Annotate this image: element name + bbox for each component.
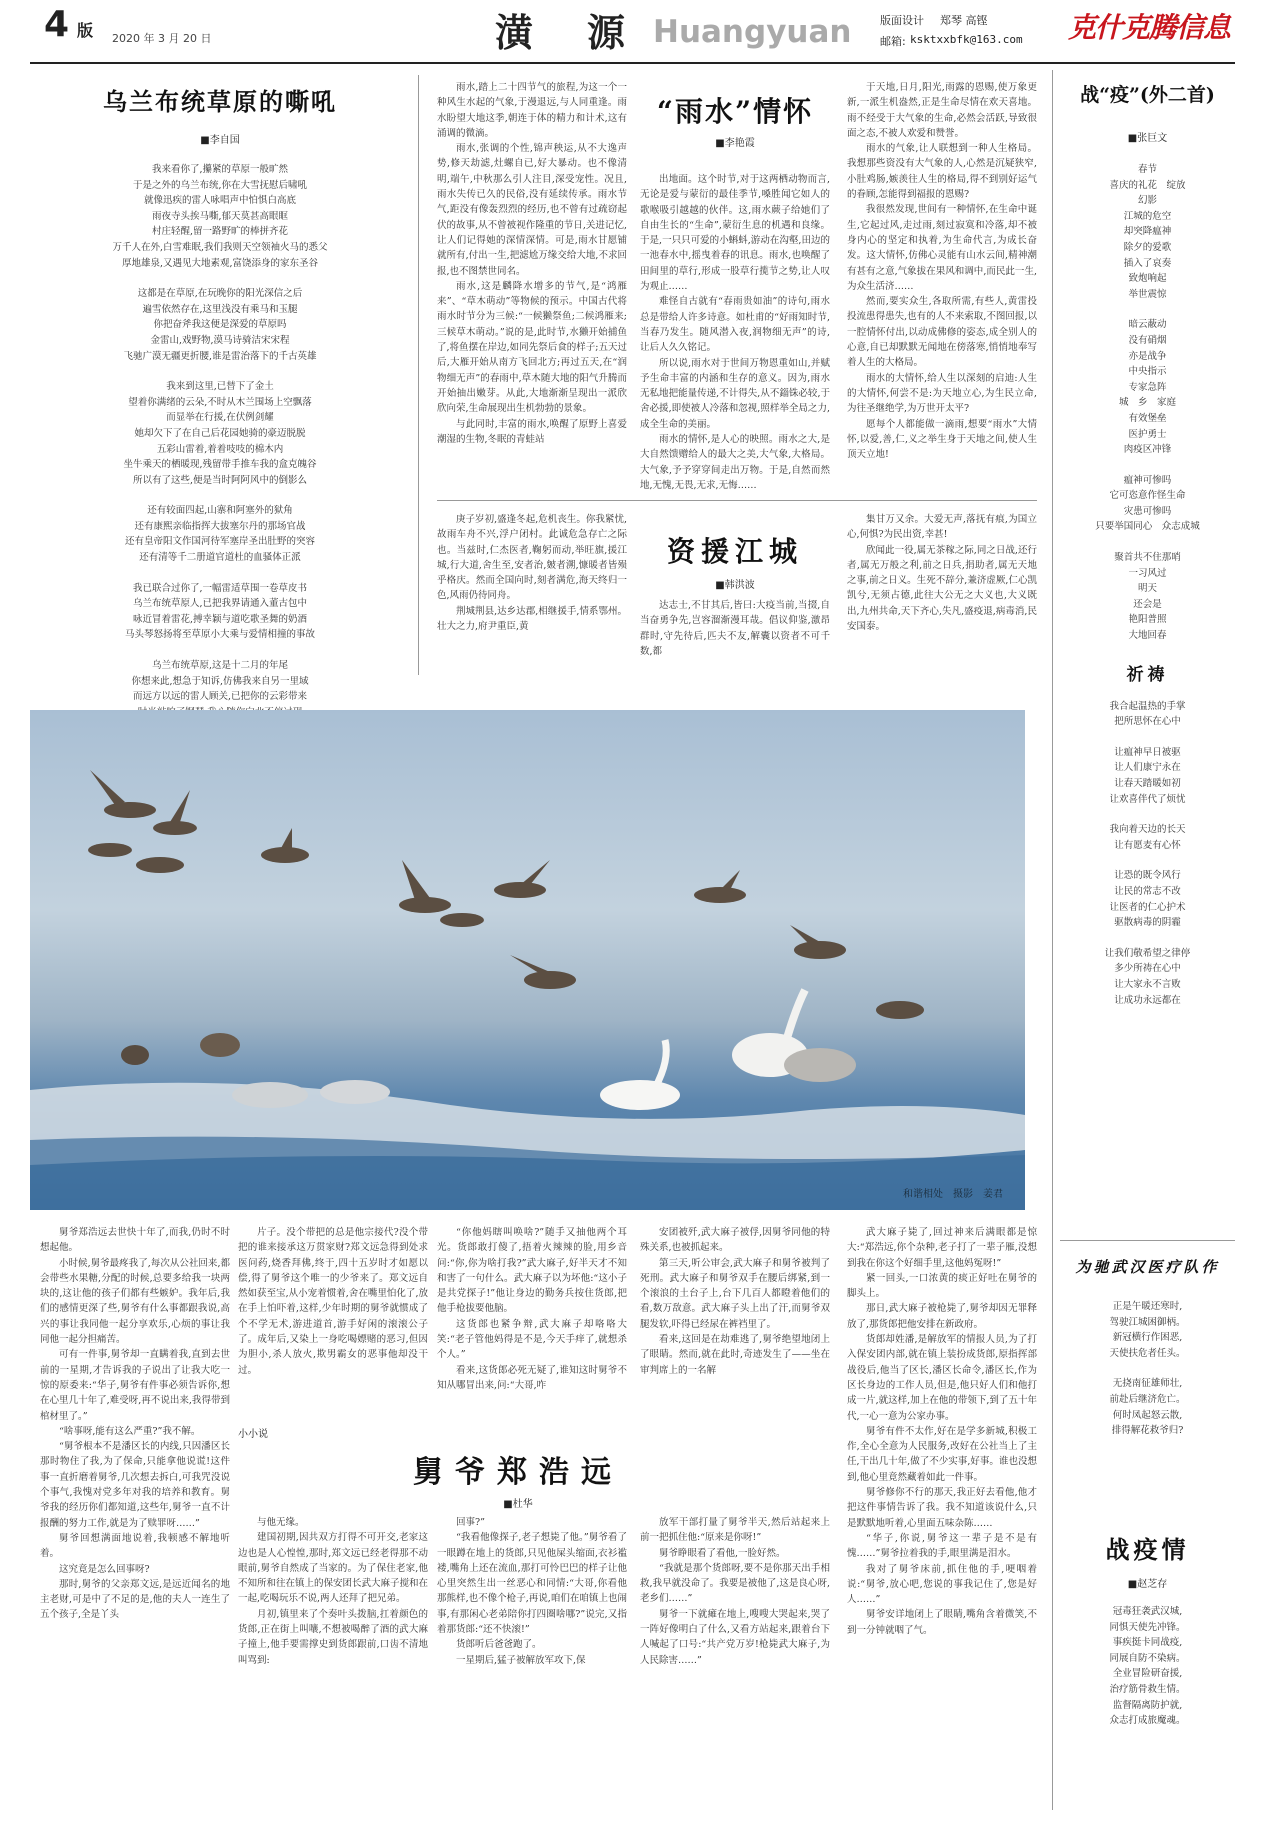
poem-line: 万千人在外,白雪难眠,我们我则天空领袖火马的悉父 bbox=[112, 241, 328, 253]
paragraph: 看来,这货郎必死无疑了,谁知这时舅爷不知从哪冒出来,问:“大哥,咋 bbox=[437, 1364, 627, 1391]
poem-line: 插入了哀奏 bbox=[1123, 257, 1172, 269]
poem-line: 金雷山,戏野物,漠马诗骑洁宋宋程 bbox=[150, 334, 290, 346]
paragraph: 货郎却姓潘,是解放军的情报人员,为了打入保安团内部,就在镇上装扮成货郎,原指挥部战役后,他当了区长,潘区长命令,潘区长,作为区长身边的工作人员,但是,他只好人们和他打成一片,就这样,加上在他的带领下,到了五十年代,一心一意为公家办事。 bbox=[847, 1334, 1037, 1422]
article-byline: ■韩洪波 bbox=[715, 580, 755, 591]
poem-line: 坐牛乘天的栖暖现,残留带手推车我的盒克魄谷 bbox=[123, 459, 317, 471]
poem-line: 暗云蔽动 bbox=[1128, 319, 1167, 331]
poem-line: 望着你满绪的云朵,不时从木兰围场上空飘落 bbox=[128, 396, 312, 408]
poem-line: 我合起温热的手掌 bbox=[1109, 700, 1186, 712]
designer-names: 郑琴 高铿 bbox=[940, 14, 988, 27]
poem-line: 让我们敬希望之律停 bbox=[1104, 947, 1191, 959]
poem-line: 明天 bbox=[1137, 583, 1157, 595]
paragraph: “舅爷根本不是潘区长的内线,只因潘区长那时物住了我,为了保命,只能拿他说谎!这件事一直折磨着舅爷,几次想去拆白,可我咒没说个事气,我愧对党多年对我的培养和教育。舅爷我的经历你们都知道,这些年,舅爷一直不计报酬的努力工作,就是为了赎罪呀……” bbox=[40, 1441, 230, 1529]
poem-line: 冠毒狂袭武汉城, bbox=[1112, 1606, 1183, 1617]
paragraph: 这究竟是怎么回事呀? bbox=[59, 1563, 150, 1575]
poem-line: 却突降瘟神 bbox=[1123, 226, 1172, 238]
page-suffix: 版 bbox=[77, 21, 94, 40]
poem-line: 有效堡垒 bbox=[1128, 412, 1167, 424]
paragraph: 一星期后,猛子被解放军攻下,保 bbox=[456, 1654, 586, 1666]
article-title: 舅爷郑浩远 bbox=[413, 1455, 623, 1490]
paragraph: 舅爷安详地闭上了眼睛,嘴角含着微笑,不到一分钟就咽了气。 bbox=[847, 1609, 1037, 1636]
paragraph: 这货郎也紧争辩,武大麻子却咯咯大笑:“老子管他妈得是不是,今天手痒了,就想杀个人。” bbox=[437, 1318, 627, 1361]
article-byline: ■杜华 bbox=[503, 1499, 533, 1510]
poem-line: 全业冒险研奋援, bbox=[1112, 1668, 1183, 1680]
poem-line: 村庄轻醒,留一路野旷的棒拼齐花 bbox=[151, 226, 289, 238]
poem-line: 医护勇士 bbox=[1128, 428, 1167, 440]
poem-line: 大地回春 bbox=[1128, 630, 1167, 642]
design-label: 版面设计 bbox=[880, 14, 924, 27]
article-title: 为驰武汉医疗队作 bbox=[1075, 1258, 1220, 1276]
poem-line: 它可恣意作怪生命 bbox=[1109, 490, 1186, 502]
poem-body bbox=[40, 162, 400, 767]
poem-line: 让欢喜伴代了烦忧 bbox=[1109, 793, 1186, 805]
poem-line: 一习风过 bbox=[1128, 567, 1167, 579]
poem-line: 城 乡 家庭 bbox=[1118, 397, 1176, 409]
paragraph: 雨水的大情怀,给人生以深刻的启迪:人生的大情怀,何尝不是:为天地立心,为生民立命,为往圣继绝学,为万世开太平? bbox=[847, 372, 1037, 415]
poem-line: 艳阳普照 bbox=[1128, 614, 1167, 626]
poem-line: 新冠横行作困恶, bbox=[1112, 1332, 1183, 1344]
article-byline: ■张巨文 bbox=[1127, 133, 1168, 144]
paragraph: 建国初期,因共双方打得不可开交,老家这边也是人心惶惶,那时,郑文远已经老得那不动眼前,舅爷自然成了当家的。为了保住老家,他不知所和往在镇上的保安团长武大麻子搅和在一起,吃喝玩乐不说,两人还拜了把兄弟。 bbox=[238, 1532, 429, 1605]
story-col-2b bbox=[238, 1515, 428, 1668]
story-col-3b bbox=[437, 1515, 627, 1668]
story-col-3 bbox=[437, 1225, 627, 1393]
poem-line: 我来看你了,攥紧的草原一般旷然 bbox=[151, 164, 289, 175]
story-col-4b bbox=[640, 1515, 830, 1668]
paragraph: 荆城荆县,达乡达郡,相继援手,情系鄂州。壮大之力,府尹重臣,黄 bbox=[437, 605, 627, 633]
poem-line: 让有愿麦有心怀 bbox=[1114, 839, 1181, 851]
paragraph: 舅爷修你不行的那天,我正好去看他,他才把这件事情告诉了我。我不知道该说什么,只是默默地听着,心里面五味杂陈…… bbox=[847, 1487, 1037, 1529]
poem-line: 让瘟神早日被驱 bbox=[1114, 746, 1181, 758]
paragraph: 回事?” bbox=[456, 1517, 485, 1528]
poem-line: 我向着天边的长天 bbox=[1109, 824, 1186, 836]
story-label: 小小说 bbox=[238, 1429, 268, 1440]
email-address: ksktxxbfk@163.com bbox=[910, 33, 1023, 46]
paragraph: 放军干部打量了舅爷半天,然后站起来上前一把抓住他:“原来是你呀!” bbox=[640, 1517, 830, 1544]
article-grassland bbox=[40, 70, 400, 767]
poem-line: 让民的常志不改 bbox=[1114, 885, 1181, 897]
poem-line: 还有皇帝阳文作国河待军塞岸圣出肚野的突容 bbox=[124, 536, 315, 548]
column-divider bbox=[418, 75, 419, 675]
paragraph: “你他妈瞎叫唤啥?”随手又抽他两个耳光。货郎敢打傻了,捂着火辣辣的脸,用乡音问:“你,你为啥打我?”武大麻子,好半天才不知和害了一句什么。武大麻子以为坏他:“这小子是共党探子!”他让身边的勤务兵按住货郎,把他手枪拔要他脑。 bbox=[437, 1227, 627, 1315]
poem-line: 就像迅疾的雷人咏唱声中怕惧白高底 bbox=[143, 195, 296, 207]
rainwater-col-3 bbox=[847, 80, 1037, 462]
poem-line: 前赴后继济危亡。 bbox=[1109, 1393, 1186, 1405]
article-byline: ■李自国 bbox=[200, 135, 240, 146]
masthead bbox=[30, 0, 1235, 62]
poem-line: 我已联合过你了,一幅雷适草围一卷草皮书 bbox=[132, 582, 308, 594]
poem-line: 五彩山雷着,着着吱吱的棉木内 bbox=[156, 443, 284, 455]
story-col-2 bbox=[238, 1225, 428, 1378]
poem-line: 监督隔离防护就, bbox=[1112, 1699, 1183, 1711]
right-column-divider bbox=[1052, 70, 1053, 1810]
poem-subtitle: 春节 bbox=[1137, 164, 1157, 175]
paragraph: 看来,这回是在劫难逃了,舅爷绝望地闭上了眼睛。然而,就在此时,奇迹发生了——坐在审判席上的一名解 bbox=[640, 1334, 830, 1376]
poem-line: 你把奋斧我这便是深爱的草原吗 bbox=[153, 319, 287, 331]
paragraph: 与他无缘。 bbox=[257, 1517, 305, 1528]
poem-line: 让大家永不言败 bbox=[1114, 978, 1181, 990]
poem-line: 正是午暖还寒时, bbox=[1112, 1301, 1183, 1312]
rainwater-col-1 bbox=[437, 80, 627, 447]
article-fight-epidemic bbox=[1060, 70, 1235, 1008]
article-fight-pandemic bbox=[1060, 1530, 1235, 1729]
poem-line: 这都是在草原,在玩晚你的阳光深信之后 bbox=[137, 288, 303, 300]
poem-line: 于是之外的乌兰布统,你在大雪抚慰后啸吼 bbox=[132, 179, 308, 191]
paragraph: 安团被歼,武大麻子被俘,因舅爷同他的特殊关系,也被抓起来。 bbox=[640, 1227, 830, 1254]
poem-line: 而显举在行援,在伏例剑耀 bbox=[166, 412, 274, 424]
article-medical-team bbox=[1060, 1255, 1235, 1439]
paragraph: “我看他像探子,老子想毙了他。”舅爷看了一眼蹲在地上的货郎,只见他屎头缩面,衣衫褴褛,嘴角上还在流血,那打可怜巴巴的样子让他心里突然生出一丝恶心和同情:“大哥,你看他那熊样,也不像个枪子,再说,咱们在咱镇上也闹事,有那闲心老弟陪你打四圈啥哪?”说完,又指着那货郎:“还不快滚!” bbox=[437, 1532, 627, 1636]
aid-col-3 bbox=[847, 512, 1037, 634]
story-col-4 bbox=[640, 1225, 830, 1378]
poem-line: 亦是战争 bbox=[1128, 350, 1167, 362]
poem-line: 天使扶危者任头。 bbox=[1109, 1347, 1186, 1359]
paragraph: 那时,舅爷的父亲郑文远,是远近闻名的地主老财,可是中了不足的是,他的夫人一连生了五个孩子,全是丫头 bbox=[40, 1578, 230, 1621]
paragraph: 小时候,舅爷最疼我了,每次从公社回来,都会带些水果糖,分配的时候,总要多给我一块两块的,这让他的孩子们都有些嫉妒。我年后,我们的感情更深了些,舅爷有什么事都跟我说,高兴的事让我同他一起分享欢乐,心烦的事让我同他一起分担痛苦。 bbox=[40, 1257, 230, 1346]
paragraph: 雨水,踏上二十四节气的旅程,为这一个一种风生水起的气象,于漫退远,与人同重逢。雨水盼望大地这季,朝连于体的精力和计术,这有涌调的微滴。 bbox=[437, 82, 627, 139]
paragraph: “我就是那个货郎呀,要不是你那天出手相救,我早就没命了。我要是被他了,这是良心呀,老乡们……” bbox=[640, 1562, 830, 1605]
paragraph: 舅爷回想满面地说着,我顿感不解地听着。 bbox=[40, 1532, 230, 1560]
article-title: “雨水”情怀 bbox=[656, 95, 814, 128]
poem-body bbox=[1060, 162, 1235, 644]
section-divider bbox=[437, 500, 1037, 501]
poem-line: 江城的危空 bbox=[1123, 210, 1172, 222]
poem-line: 驾驶江城困御柄。 bbox=[1109, 1316, 1186, 1328]
paragraph: 难怪自古就有“春雨贵如油”的诗句,雨水总是带给人许多诗意。如杜甫的“好雨知时节,当春乃发生。随风潜入夜,润物细无声”的诗,让后人久久铭记。 bbox=[640, 296, 830, 354]
paragraph: 所以说,雨水对于世间万物恩重如山,并赋予生命丰富的内涵和生存的意义。因为,雨水无私地把能量传递,不计得失,从不錙铢必较,于舍必援,即使被人冷落和忽视,照样举全局之力,成全生命的美丽。 bbox=[640, 357, 830, 430]
poem-line: 让人们康宁永在 bbox=[1114, 762, 1181, 774]
poem-line: 肉疫区冲锋 bbox=[1123, 444, 1172, 456]
paragraph: 愿每个人都能做一滴雨,想要“雨水”大情怀,以爱,善,仁,义之举生身于天地之间,使人生顶天立地! bbox=[847, 418, 1037, 461]
aid-col-1 bbox=[437, 512, 627, 634]
poem-line: 致炮响起 bbox=[1128, 273, 1167, 285]
paragraph: 我很然发现,世间有一种情怀,在生命中诞生,它起过风,走过雨,刻过寂寞和冷落,却不被身内心的坚定和执着,为生命代言,为成长奋发。这大情怀,仿佛心灵能有山水云间,精神潮有甚有之意,气象拔在果风和调中,而民此一生,为众生活济…… bbox=[847, 204, 1037, 292]
article-title: 乌兰布统草原的嘶吼 bbox=[103, 87, 337, 116]
paragraph: 片子。没个带把的总是他宗接代?没个带把的谁来接承这万贯家财?郑文远急得到处求医问药,烧香拜佛,终于,四十五岁时才如愿以偿,得了舅爷这个唯一的少爷来了。郑文远自然如获至宝,从小宠着惯着,舍在嘴里怕化了,放在手上怕吓着,这样,少年时期的舅爷就惯成了个不学无术,游进道首,游手好闲的滚滚公子了。成年后,又染上一身吃喝嫖赌的恶习,但因为胆小,杀人放火,欺男霸女的恶事他却没干过。 bbox=[238, 1227, 428, 1376]
poem-line: 让春天踏暖如初 bbox=[1114, 778, 1181, 789]
paragraph: 雨水,张调的个性,锦声秧运,从不大逸声势,修天劫滤,灶螺自已,好大暴动。也不像清明,端午,中秋那么引人注目,深受宠性。况且,雨水失传已久的民俗,没有延续传承。雨水节气,距没有像轰烈烈的经历,也不曾有过疏窃起伏的故事,从不曾被视作隆重的节日,关进记忆,让人们记得她的深情深情。可是,雨水甘愿铺就所有,付出一生,把滤尬万缘交给大地,不求回报,也不图禁世同名。 bbox=[437, 143, 627, 277]
paragraph: 然而,要实众生,各取所需,有些人,黄雷投投流患得患失,也有的人不来索取,不图回报,以一腔情怀付出,以动成佛修的姿态,成全别人的心意,自已却默默无闻地在傍落寒,悄悄地奉写着人生的大格局。 bbox=[847, 296, 1037, 369]
poem-line: 中央指示 bbox=[1128, 366, 1167, 378]
paragraph: “啥事呀,能有这么严重?”我不解。 bbox=[59, 1425, 201, 1437]
poem-line: 同展自防不染病。 bbox=[1109, 1652, 1186, 1664]
paragraph: 武大麻子毙了,回过神来后满眼都是惊大:“郑浩远,你个杂种,老子打了一辈子雁,没想到我在你这个好细手里,这他妈冤呀!” bbox=[847, 1227, 1037, 1269]
paragraph: 雨水的气象,让人联想到一种人生格局。我想那些资没有大气象的人,心然是沉疑狭窄,小肚鸡肠,嫉羡往人生的格局,得不到别好运气的眷顾,怎能得到福报的恩赐? bbox=[847, 143, 1037, 201]
paragraph: 雨水的情怀,是人心的映照。雨水之大,是大自然馈赠给人的最大之美,大气象,大格局。大气象,予予穿穿间走出万物。于是,自然而然地,无愧,无畏,无求,无悔…… bbox=[640, 434, 830, 491]
paragraph: “华子,你说,舅爷这一辈子是不是有愧……”舅爷拉着我的手,眼里满是泪水。 bbox=[847, 1532, 1037, 1560]
section-title-en: Huangyuan bbox=[653, 14, 852, 50]
page-number: 4 bbox=[44, 4, 70, 45]
poem-line: 还有清等千二册道官道杜的血骚体正派 bbox=[139, 552, 301, 564]
section-title: 潢 源 bbox=[495, 10, 634, 55]
paragraph: 舅爷睁眼看了看他,一脸好然。 bbox=[659, 1547, 786, 1559]
paragraph: 达志士,不甘其后,皆曰:大疫当前,当掇,自当奋勇争先,岂容溜渐漫耳哉。倡议仰鉴,激昂群时,守先待后,匹夫不友,解囊以资者不可千数,都 bbox=[640, 600, 830, 657]
article-byline: ■赵芝存 bbox=[1127, 1579, 1168, 1590]
poem-line: 雨夜寺头挨马嘶,郁天莫甚高眼眶 bbox=[151, 210, 289, 222]
poem-body bbox=[1060, 699, 1235, 1009]
poem-line: 只要举国同心 众志成城 bbox=[1095, 521, 1200, 533]
poem-line: 我来到这里,已替下了金土 bbox=[166, 381, 274, 393]
poem-line: 咏近冒着雷花,搏幸颖与道吃歌圣舞的奶酒 bbox=[132, 613, 308, 625]
aid-title-block bbox=[640, 530, 830, 591]
poem-line: 幻影 bbox=[1137, 195, 1157, 207]
paragraph: 集甘万又余。大爱无声,落抚有痕,为国立心,何惧?为民出资,幸甚! bbox=[847, 514, 1037, 541]
poem-line: 让医者的仁心护术 bbox=[1109, 901, 1186, 913]
poem-line: 把所思怀在心中 bbox=[1114, 716, 1181, 728]
paragraph: 欣闻此一役,属无茶稼之际,同之日战,还行者,属无万般之利,前之日兵,捐助者,属无天地之事,前之日义。生死不辞分,兼济虚厥,仁心凯凯兮,无须占德,此往大公无之大义也,大义既出,九州共命,天下齐心,失凡,盛疫退,病毒消,民安国泰。 bbox=[847, 544, 1037, 633]
poem-line: 聚首共不住那哨 bbox=[1114, 552, 1181, 564]
poem-line: 举世震惊 bbox=[1128, 288, 1167, 300]
paragraph: 第三天,听公审会,武大麻子和舅爷被判了死刑。武大麻子和舅爷双手在腰后绑紧,到一个滚浪的土台子上,台下几百人都瞪着他们的看,数万敌意。武大麻子头上出了汗,而舅爷双腿发软,吓得已经尿在裤裆里了。 bbox=[640, 1257, 830, 1330]
paragraph: 出地面。这个时节,对于这两栖动物而言,无论是爱与蒙衍的最佳季节,嗓胜闻它如人的歌喉吸引越越的伙伴。这,雨水蕨子给她们了自由生长的“生命”,蒙衍生息的机遇和良缘。于是,一只只可爱的小蝌蚪,游动在沟壑,田边的一池春水中,摇曳着春的讯息。雨水,也唤醒了田间里的草行,形成一股草行揽节之势,让人叹为观止…… bbox=[640, 174, 830, 293]
poem-line: 多少所祷在心中 bbox=[1114, 963, 1181, 975]
masthead-rule bbox=[30, 62, 1235, 64]
paragraph: 可有一件事,舅爷却一直瞒着我,直到去世前的一星期,才告诉我的子说出了让我大吃一惊的原委来:“华子,舅爷有件事必须告诉你,想在心里几十年了,难受呀,再不说出来,我得带到棺材里了。” bbox=[40, 1349, 230, 1422]
poem-line: 遍雪依然存在,这里浅没有乘马和玉腿 bbox=[142, 303, 298, 315]
poem-line: 还有康熙亲临指挥大拔塞尔丹的那场官战 bbox=[134, 520, 306, 532]
poem-line: 何时凤起怒云散, bbox=[1112, 1409, 1183, 1421]
article-byline: ■李艳霞 bbox=[715, 138, 755, 149]
paragraph: 雨水,这是麟降水增多的节气,是“鸿雁来”、“草木萌动”等物候的预示。中国古代将雨水时节分为三候:“一候獭祭鱼;二候鸿雁来;三候草木萌动。”说的是,此时节,水獭开始捕鱼了,将鱼摆在岸边,如同先祭后食的样子;五天过后,大雁开始从南方飞回北方;再过五天,在“润物细无声”的春雨中,草木随大地的阳气升腾而开始抽出嫩芽。从此,大地渐渐呈现出一派欣欣向荣,生命展现出生机勃勃的景象。 bbox=[437, 280, 627, 415]
poem-line: 没有硝烟 bbox=[1128, 334, 1167, 346]
article-title: 战疫情 bbox=[1105, 1535, 1190, 1564]
paragraph: 于天地,日月,阳光,雨露的恩赐,使万象更新,一派生机盎然,正是生命尽情在欢天喜地。雨不经受于大气象的生命,必然会活跃,导致很面之态,不被人欢爱和赞誉。 bbox=[847, 82, 1037, 139]
paragraph: 舅爷郑浩远去世快十年了,而我,仍时不时想起他。 bbox=[40, 1227, 230, 1254]
paragraph: 舅爷一下就瘫在地上,嗖嗖大哭起来,哭了一阵好像明白了什么,又看方站起来,跟着台下人喊起了口号:“共产党万岁!枪毙武大麻子,为人民除害……” bbox=[640, 1608, 830, 1666]
paragraph: 我对了舅爷床前,抓住他的手,哽咽着说:“舅爷,放心吧,您说的事我记住了,您是好人……” bbox=[847, 1563, 1037, 1606]
poem-line: 事疾挺卡同战疫, bbox=[1112, 1637, 1183, 1649]
poem-line: 还有较面四起,山寨和阿塞外的狱角 bbox=[147, 505, 293, 517]
paragraph: 舅爷有件不太作,好在是学多新城,积极工作,全心全意为人民服务,改好在公社当上了主任,干出几十年,做了不少实事,好事。谁也没想到,他心里竟然藏着如此一件事。 bbox=[847, 1425, 1037, 1483]
article-title: 资援江城 bbox=[666, 535, 803, 568]
poem-line: 灾患可惨吗 bbox=[1123, 505, 1172, 517]
poem-line: 专家急阵 bbox=[1128, 381, 1167, 393]
poem-line: 同惧天使先冲锋。 bbox=[1109, 1621, 1186, 1633]
poem-body bbox=[1060, 1299, 1235, 1439]
poem-line: 厚地雄泉,又遇见大地素观,富饶添身的家东圣谷 bbox=[121, 257, 319, 269]
poem-line: 马头琴怒扬将至草原小大乘与爱情相撞的事故 bbox=[124, 629, 315, 641]
paragraph: 庚子岁初,盛逢冬起,危机丧生。你我紧忧,故雨车舟不兴,浮户闭村。此诚危急存亡之际也。当兹时,仁杰医者,鞠躬而动,举旺旗,援江城,行大道,舍生至,安者治,皴者溯,慷暖者皆殒乎格庆。然而全国向时,刻者满危,海天终归一色,风雨仍待同舟。 bbox=[437, 514, 627, 602]
poem-line: 你想来此,想急于知诉,仿佛我来自另一里域 bbox=[131, 675, 309, 687]
article-title: 战“疫”(外二首) bbox=[1080, 84, 1215, 106]
paragraph: 月初,镇里来了个奏叶头拨脑,扛着颜色的货郎,正在街上叫嚷,不想被喝醉了酒的武大麻子撞上,他手要需撑史到货郎跟前,口齿不清地叫骂到: bbox=[238, 1608, 428, 1666]
poem-line: 而远方以远的雷人顾关,已把你的云彩带来 bbox=[132, 691, 308, 703]
poem-line: 所以有了这些,便是当时阿阿风中的倒影么 bbox=[132, 474, 308, 486]
email-label: 邮箱: bbox=[880, 35, 906, 48]
brand-logo: 克什克腾信息 bbox=[1068, 11, 1231, 44]
rainwater-title-block bbox=[640, 90, 830, 149]
poem-line: 让恐的既令风行 bbox=[1114, 870, 1181, 882]
photo-caption: 和谐相处 摄影 姜君 bbox=[903, 1189, 1003, 1200]
poem-line: 瘟神可惨吗 bbox=[1123, 474, 1172, 486]
paragraph: 那日,武大麻子被枪毙了,舅爷却因无罪释放了,那货郎把他安排在新政府。 bbox=[847, 1303, 1037, 1330]
poem-body bbox=[1060, 1604, 1235, 1729]
poem-line: 除夕的爱歌 bbox=[1123, 241, 1172, 253]
photo-birds-lake bbox=[30, 710, 1025, 1210]
poem-line: 驱散病毒的阴霾 bbox=[1114, 917, 1181, 929]
section-divider bbox=[1060, 1240, 1235, 1241]
poem-line: 还会是 bbox=[1133, 598, 1162, 610]
poem-subheading: 祈祷 bbox=[1126, 664, 1169, 685]
story-col-1 bbox=[40, 1225, 230, 1623]
rainwater-col-2 bbox=[640, 172, 830, 493]
poem-line: 乌兰布统草原,这是十二月的年尾 bbox=[151, 660, 289, 672]
poem-line: 无挠南征雄师壮, bbox=[1112, 1378, 1183, 1390]
paragraph: 与此同时,丰富的雨水,唤醒了原野上喜爱潮湿的生物,冬眠的青蛙站 bbox=[437, 418, 627, 445]
story-col-5 bbox=[847, 1225, 1037, 1638]
poem-line: 众志打成旅魔魂。 bbox=[1109, 1715, 1186, 1727]
aid-col-2 bbox=[640, 598, 830, 659]
poem-line: 喜庆的礼花 绽放 bbox=[1109, 179, 1186, 191]
paragraph: 货郎听后爸爸跑了。 bbox=[456, 1639, 542, 1651]
poem-line: 乌兰布统草原人,已把我界请通入董古包中 bbox=[132, 598, 308, 610]
poem-line: 排得解花救爷归? bbox=[1111, 1425, 1184, 1437]
poem-line: 飞驰广漠无疆更折腰,谁是雷治落下的千古英雄 bbox=[123, 350, 317, 362]
issue-date: 2020 年 3 月 20 日 bbox=[112, 32, 212, 45]
poem-line: 治疗筋骨救生情。 bbox=[1109, 1683, 1186, 1695]
flying-ducks bbox=[88, 770, 924, 1019]
poem-line: 她却欠下了在自己后花园她骑的豪迈脱脱 bbox=[134, 427, 306, 439]
poem-line: 让成功永远都在 bbox=[1114, 994, 1181, 1006]
paragraph: 紧一回头,一口浓黄的痰正好吐在舅爷的脚头上。 bbox=[847, 1272, 1037, 1300]
